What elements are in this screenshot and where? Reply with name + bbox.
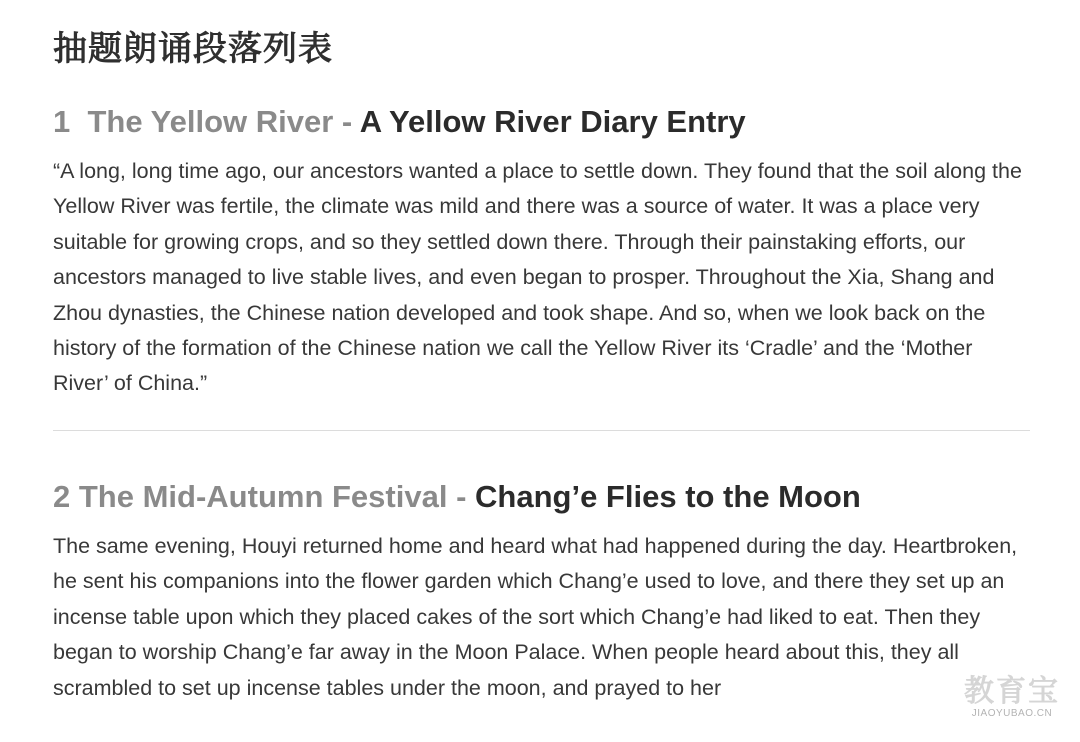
section-2-separator: -: [456, 479, 467, 514]
section-1-heading: [53, 102, 746, 142]
section-2-number: 2: [53, 479, 71, 514]
section-1-topic: The Yellow River: [87, 104, 334, 139]
watermark-logo: [964, 676, 1060, 720]
section-1-separator: -: [341, 104, 353, 139]
section-2-paragraph: The same evening, Houyi returned home and heard what had happened during the day. Heartbroken, he sent his companions into the flower garden which Chang’e used to love, and there they set up an incense table upon which they placed cakes of the sort which Chang’e had liked to eat. Then they began to worship Chang’e far away in the Moon Palace. When people heard about this, they all scrambled to set up incense tables under the moon, and prayed to her: [53, 534, 1018, 700]
section-1-paragraph: “A long, long time ago, our ancestors wanted a place to settle down. They found that the soil along the Yellow River was fertile, the climate was mild and there was a source of water. It was a place very suitable for growing crops, and so they settled down there. Through their painstaking efforts, our ancestors managed to live stable lives, and even began to prosper. Throughout the Xia, Shang and Zhou dynasties, the Chinese nation developed and took shape. And so, when we look back on the history of the formation of the Chinese nation we call the Yellow River its ‘Cradle’ and the ‘Mother River’ of China.”: [53, 159, 1022, 396]
section-2-subtitle: Chang’e Flies to the Moon: [475, 479, 861, 514]
watermark-main-text: 教育宝: [964, 674, 1060, 709]
section-2-heading: [53, 477, 861, 517]
section-1-number: 1: [53, 104, 71, 139]
section-1-subtitle: A Yellow River Diary Entry: [359, 104, 746, 139]
section-2-topic: The Mid-Autumn Festival: [78, 479, 448, 514]
watermark-url-text: JIAOYUBAO.CN: [971, 708, 1053, 719]
page-title: 抽题朗诵段落列表: [53, 29, 333, 69]
section-divider: [53, 430, 1030, 431]
